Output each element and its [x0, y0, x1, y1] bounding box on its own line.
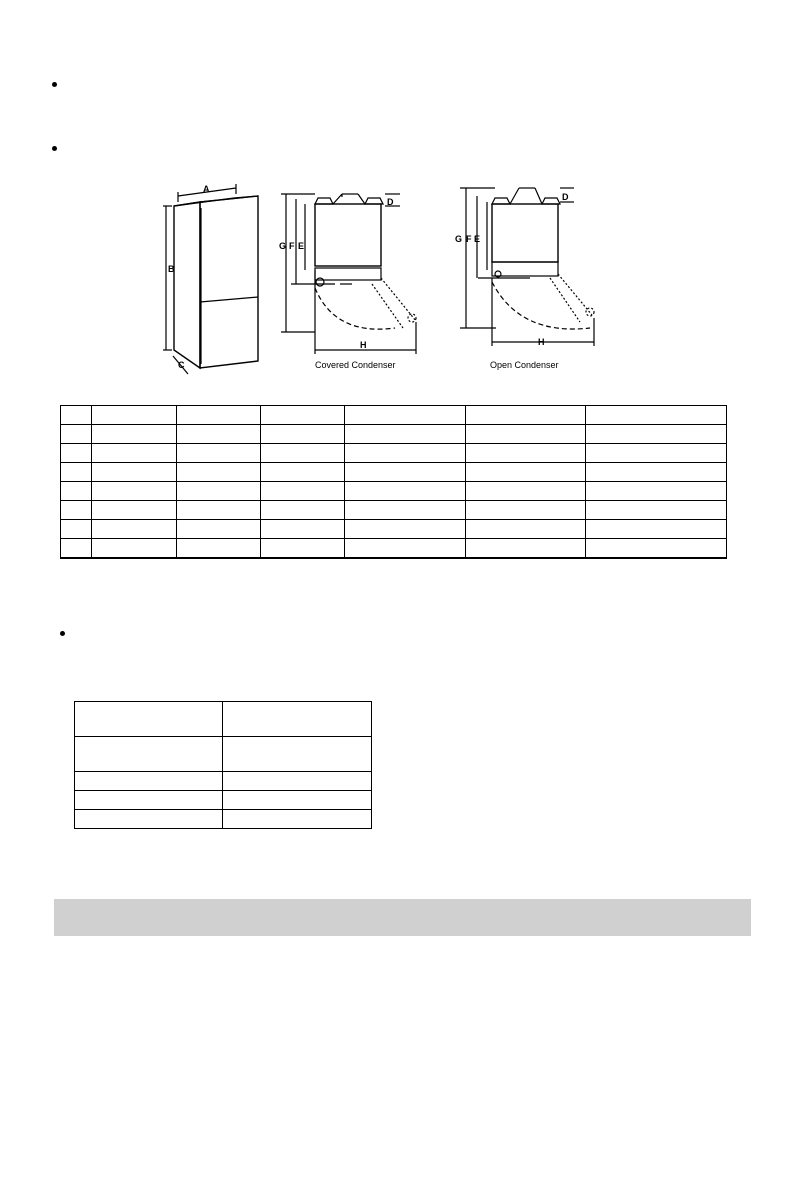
table-cell: [261, 501, 345, 520]
label-c: C: [178, 360, 185, 370]
table-cell: [92, 482, 177, 501]
table-cell: [261, 406, 345, 425]
table-row: [75, 791, 372, 810]
table-row: [61, 520, 727, 539]
label-f-covered: F: [289, 241, 295, 251]
table-cell: [261, 463, 345, 482]
label-f-open: F: [466, 234, 472, 244]
table-cell: [345, 482, 466, 501]
table-row: [75, 702, 372, 737]
table-cell: [586, 444, 727, 463]
table-cell: [586, 482, 727, 501]
table-cell: [466, 482, 586, 501]
table-cell: [92, 520, 177, 539]
table-cell: [466, 520, 586, 539]
table-row: [61, 539, 727, 559]
table-cell: [586, 425, 727, 444]
bullet-3: [60, 631, 65, 636]
table-cell: [177, 444, 261, 463]
table-cell: [261, 425, 345, 444]
table-cell: [75, 772, 223, 791]
table-cell: [61, 501, 92, 520]
table-cell: [92, 444, 177, 463]
table-cell: [261, 539, 345, 559]
table-cell: [223, 702, 372, 737]
table-cell: [223, 810, 372, 829]
table-cell: [466, 425, 586, 444]
table-cell: [345, 501, 466, 520]
label-a: A: [203, 184, 210, 194]
table-cell: [466, 463, 586, 482]
table-cell: [261, 482, 345, 501]
table-cell: [61, 425, 92, 444]
table-cell: [92, 425, 177, 444]
table-row: [75, 810, 372, 829]
table-cell: [466, 406, 586, 425]
table-cell: [345, 520, 466, 539]
table-row: [61, 425, 727, 444]
table-row: [75, 772, 372, 791]
table-cell: [177, 520, 261, 539]
table-cell: [586, 539, 727, 559]
table-cell: [586, 406, 727, 425]
label-h-open: H: [538, 337, 545, 347]
label-d-covered: D: [387, 197, 394, 207]
open-condenser-view: [460, 188, 594, 346]
fridge-3d-view: [163, 184, 258, 374]
table-row: [75, 737, 372, 772]
bullet-2: [52, 146, 57, 151]
label-g-open: G: [455, 234, 463, 244]
label-g-covered: G: [279, 241, 287, 251]
table-cell: [466, 444, 586, 463]
table-cell: [177, 539, 261, 559]
table-row: [61, 482, 727, 501]
table-cell: [177, 501, 261, 520]
clearance-table: [74, 701, 372, 829]
table-row: [61, 463, 727, 482]
section-header-bar: [54, 899, 751, 936]
table-row: [61, 406, 727, 425]
table-cell: [177, 482, 261, 501]
table-cell: [61, 539, 92, 559]
table-cell: [75, 810, 223, 829]
table-cell: [92, 501, 177, 520]
table-cell: [345, 444, 466, 463]
table-cell: [345, 425, 466, 444]
table-cell: [466, 539, 586, 559]
table-cell: [345, 406, 466, 425]
label-d-open: D: [562, 192, 569, 202]
table-cell: [61, 463, 92, 482]
dimension-diagram: [160, 178, 610, 378]
dimensions-table: [60, 405, 727, 559]
table-cell: [61, 444, 92, 463]
table-cell: [92, 406, 177, 425]
table-cell: [61, 406, 92, 425]
table-cell: [586, 501, 727, 520]
caption-open-condenser: Open Condenser: [490, 360, 559, 370]
covered-condenser-view: [281, 194, 416, 354]
table-cell: [61, 520, 92, 539]
table-cell: [223, 772, 372, 791]
table-cell: [261, 520, 345, 539]
table-cell: [92, 539, 177, 559]
label-e-open: E: [474, 234, 481, 244]
table-cell: [92, 463, 177, 482]
table-cell: [223, 791, 372, 810]
table-cell: [75, 791, 223, 810]
label-h-covered: H: [360, 340, 367, 350]
table-cell: [345, 539, 466, 559]
table-cell: [345, 463, 466, 482]
table-cell: [261, 444, 345, 463]
bullet-1: [52, 82, 57, 87]
table-row: [61, 444, 727, 463]
table-cell: [223, 737, 372, 772]
table-cell: [75, 737, 223, 772]
table-cell: [586, 520, 727, 539]
table-cell: [75, 702, 223, 737]
table-cell: [177, 406, 261, 425]
table-cell: [61, 482, 92, 501]
table-cell: [586, 463, 727, 482]
table-row: [61, 501, 727, 520]
table-cell: [177, 425, 261, 444]
table-cell: [466, 501, 586, 520]
caption-covered-condenser: Covered Condenser: [315, 360, 396, 370]
table-cell: [177, 463, 261, 482]
label-e-covered: E: [298, 241, 305, 251]
label-b: B: [168, 264, 175, 274]
